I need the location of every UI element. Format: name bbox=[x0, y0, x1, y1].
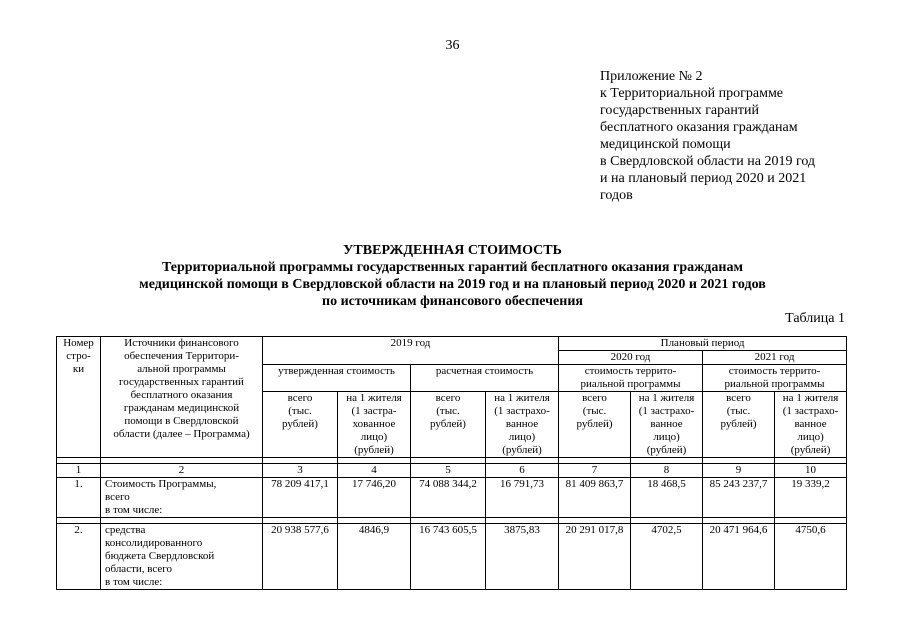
column-number: 6 bbox=[486, 464, 559, 478]
column-number: 9 bbox=[703, 464, 775, 478]
header-planned-period: Плановый период bbox=[559, 337, 847, 351]
appendix-line: и на плановый период 2020 и 2021 bbox=[600, 171, 807, 186]
header-territorial-cost-2020: стоимость террито- риальной программы bbox=[559, 365, 703, 392]
header-total: всего (тыс. рублей) bbox=[559, 392, 631, 458]
row-number: 2. bbox=[57, 524, 101, 590]
cell-value: 20 471 964,6 bbox=[703, 524, 775, 590]
table-row bbox=[57, 478, 847, 518]
table-label: Таблица 1 bbox=[785, 311, 845, 326]
cell-value: 74 088 344,2 bbox=[411, 478, 486, 518]
column-number: 4 bbox=[338, 464, 411, 478]
page-number: 36 bbox=[445, 38, 460, 53]
column-number: 10 bbox=[775, 464, 847, 478]
appendix-line: государственных гарантий bbox=[600, 103, 759, 118]
header-per-insured: на 1 жителя (1 застрахо- ванное лицо) (рублей) bbox=[486, 392, 559, 458]
appendix-line: Приложение № 2 bbox=[600, 69, 703, 84]
header-per-insured: на 1 жителя (1 застра- хованное лицо) (рублей) bbox=[338, 392, 411, 458]
cost-table bbox=[56, 336, 847, 590]
appendix-line: к Территориальной программе bbox=[600, 86, 784, 101]
appendix-line: бесплатного оказания гражданам bbox=[600, 120, 798, 135]
appendix-line: в Свердловской области на 2019 год bbox=[600, 154, 816, 169]
header-approved-cost: утвержденная стоимость bbox=[263, 365, 411, 392]
column-number: 7 bbox=[559, 464, 631, 478]
row-source: средства консолидированного бюджета Свердловской области, всего в том числе: bbox=[101, 524, 263, 590]
header-per-insured: на 1 жителя (1 застрахо- ванное лицо) (рублей) bbox=[775, 392, 847, 458]
column-number: 5 bbox=[411, 464, 486, 478]
column-number: 8 bbox=[631, 464, 703, 478]
title-line: медицинской помощи в Свердловской области на 2019 год и на плановый период 2020 и 2021 годов bbox=[139, 277, 766, 292]
column-number: 3 bbox=[263, 464, 338, 478]
column-number: 2 bbox=[101, 464, 263, 478]
header-total: всего (тыс. рублей) bbox=[411, 392, 486, 458]
title-line: по источникам финансового обеспечения bbox=[322, 294, 583, 309]
row-number: 1. bbox=[57, 478, 101, 518]
header-territorial-cost-2021: стоимость террито- риальной программы bbox=[703, 365, 847, 392]
cell-value: 17 746,20 bbox=[338, 478, 411, 518]
cell-value: 3875,83 bbox=[486, 524, 559, 590]
row-source: Стоимость Программы, всего в том числе: bbox=[101, 478, 263, 518]
header-total: всего (тыс. рублей) bbox=[703, 392, 775, 458]
header-year-2021: 2021 год bbox=[703, 351, 847, 365]
title-line: Территориальной программы государственных гарантий бесплатного оказания гражданам bbox=[162, 260, 743, 275]
cell-value: 78 209 417,1 bbox=[263, 478, 338, 518]
cell-value: 20 291 017,8 bbox=[559, 524, 631, 590]
cell-value: 85 243 237,7 bbox=[703, 478, 775, 518]
title-line: УТВЕРЖДЕННАЯ СТОИМОСТЬ bbox=[343, 243, 562, 258]
header-source: Источники финансового обеспечения Территори- альной программы государственных гарантий бесплатного оказания гражданам медицинской помощи в Свердловской области (далее – Программа) bbox=[101, 337, 263, 458]
header-year-2019: 2019 год bbox=[263, 337, 559, 365]
cell-value: 4702,5 bbox=[631, 524, 703, 590]
header-per-insured: на 1 жителя (1 застрахо- ванное лицо) (рублей) bbox=[631, 392, 703, 458]
header-year-2020: 2020 год bbox=[559, 351, 703, 365]
header-total: всего (тыс. рублей) bbox=[263, 392, 338, 458]
column-numbers-row bbox=[57, 464, 847, 478]
appendix-line: годов bbox=[600, 188, 633, 203]
cell-value: 4846,9 bbox=[338, 524, 411, 590]
appendix-line: медицинской помощи bbox=[600, 137, 731, 152]
header-row-number: Номер стро- ки bbox=[57, 337, 101, 458]
cell-value: 16 791,73 bbox=[486, 478, 559, 518]
appendix-note bbox=[600, 68, 890, 204]
document-title bbox=[60, 242, 845, 310]
header-estimated-cost: расчетная стоимость bbox=[411, 365, 559, 392]
cell-value: 18 468,5 bbox=[631, 478, 703, 518]
column-number: 1 bbox=[57, 464, 101, 478]
cell-value: 20 938 577,6 bbox=[263, 524, 338, 590]
table-row bbox=[57, 524, 847, 590]
cell-value: 4750,6 bbox=[775, 524, 847, 590]
cell-value: 19 339,2 bbox=[775, 478, 847, 518]
cell-value: 81 409 863,7 bbox=[559, 478, 631, 518]
cell-value: 16 743 605,5 bbox=[411, 524, 486, 590]
header-row-1 bbox=[57, 337, 847, 351]
